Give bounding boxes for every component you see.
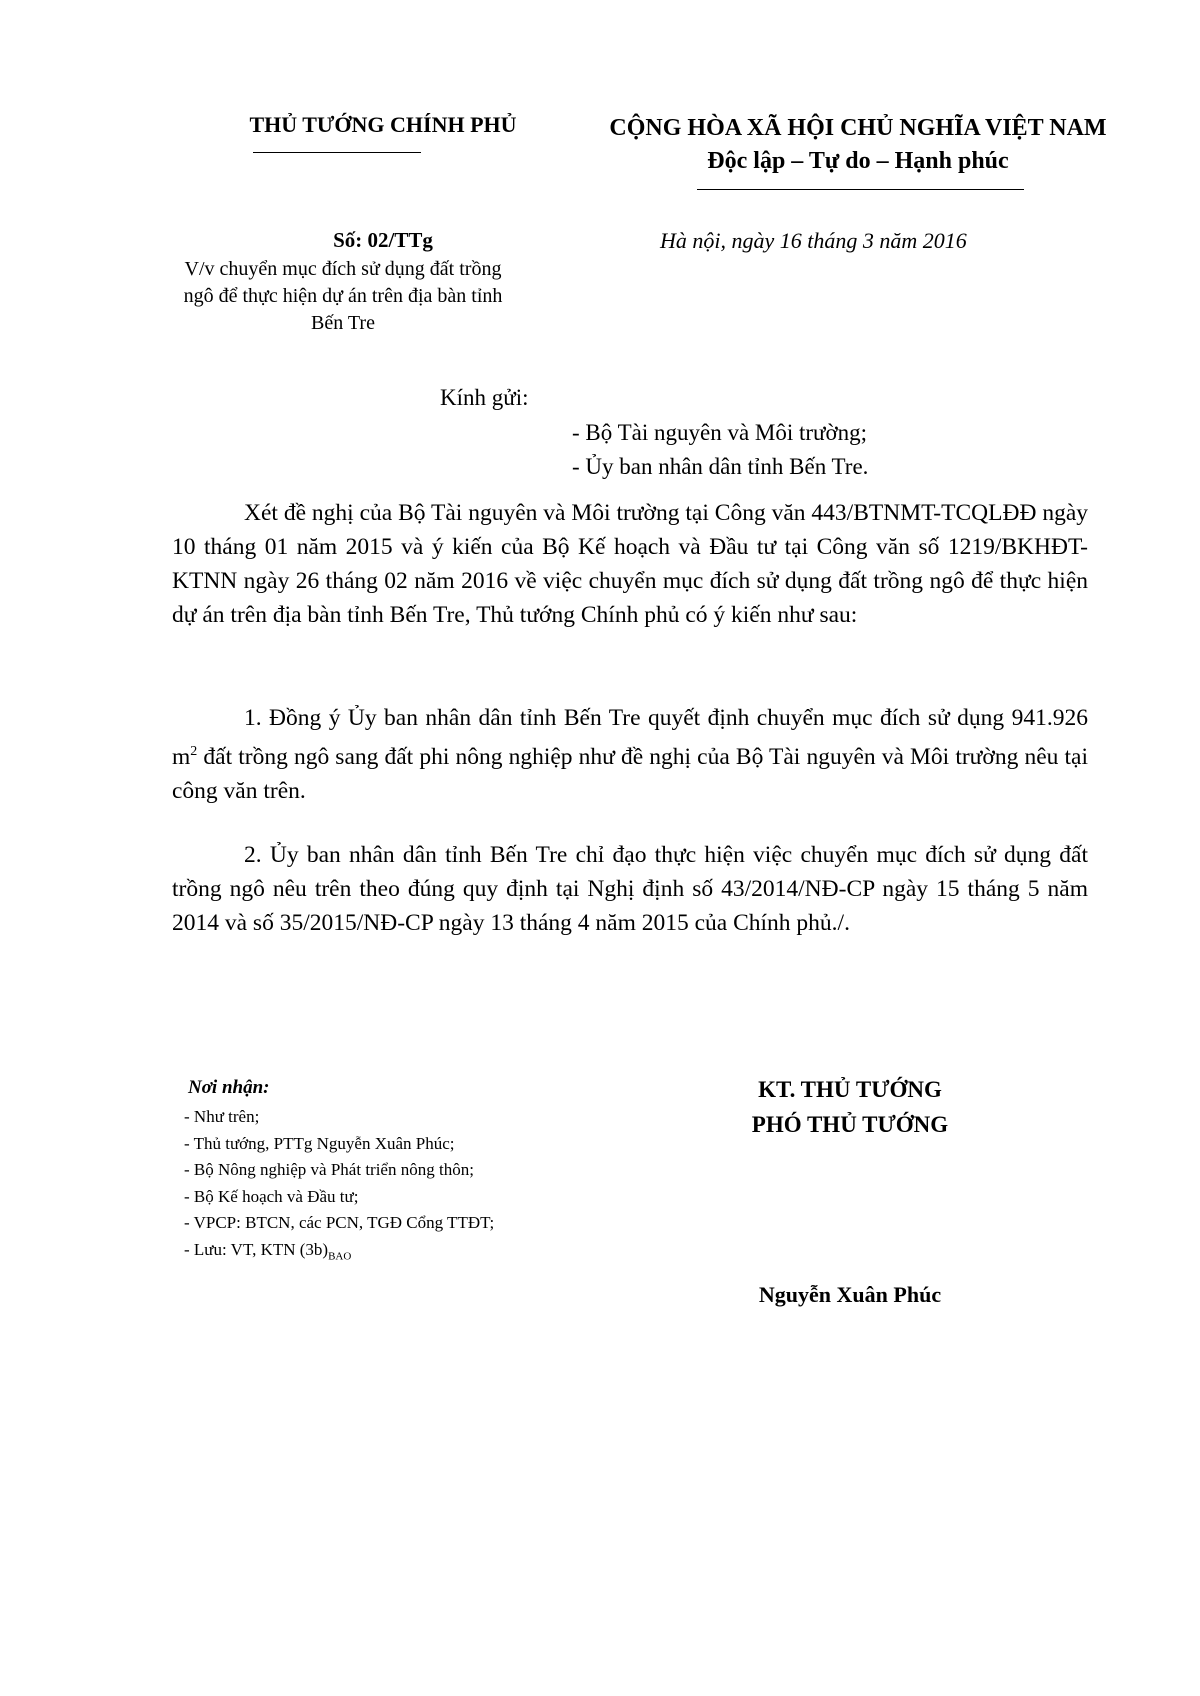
item1-text-continued: đất trồng ngô sang đất phi nông nghiệp như đề nghị của Bộ Tài nguyên và Môi trường nêu tại công văn trên. — [172, 743, 1088, 804]
archive-item: - Lưu: VT, KTN (3b) — [184, 1239, 329, 1259]
issuing-agency: THỦ TƯỚNG CHÍNH PHỦ — [249, 112, 517, 137]
distribution-item: - Thủ tướng, PTTg Nguyễn Xuân Phúc; — [184, 1133, 455, 1153]
document-number: Số: 02/TTg — [333, 228, 433, 252]
motto-underline — [697, 189, 1024, 190]
recipient-item: - Bộ Tài nguyên và Môi trường; — [572, 420, 868, 445]
distribution-list — [184, 1104, 494, 1269]
subject-line: V/v chuyển mục đích sử dụng đất trồng — [184, 258, 502, 280]
body-item-1 — [172, 701, 1088, 808]
distribution-item: - VPCP: BTCN, các PCN, TGĐ Cổng TTĐT; — [184, 1213, 495, 1232]
archive-initials: BAO — [328, 1249, 352, 1262]
intro-text: Xét đề nghị của Bộ Tài nguyên và Môi trường tại Công văn 443/BTNMT-TCQLĐĐ ngày 10 tháng 01 năm 2015 và ý kiến của Bộ Kế hoạch và Đầu tư tại Công văn số 1219/BKHĐT-KTNN ngày 26 tháng 02 năm 2016 về việc chuyển mục đích sử dụng đất trồng ngô để thực hiện dự án trên địa bàn tỉnh Bến Tre, Thủ tướng Chính phủ có ý kiến như sau: — [172, 500, 1088, 628]
country-name: CỘNG HÒA XÃ HỘI CHỦ NGHĨA VIỆT NAM — [609, 115, 1107, 141]
signature-block — [680, 1072, 1020, 1142]
document-subject — [138, 256, 548, 337]
signature-position: PHÓ THỦ TƯỚNG — [751, 1112, 949, 1137]
signature-title: KT. THỦ TƯỚNG — [758, 1077, 942, 1102]
distribution-item: - Như trên; — [184, 1107, 260, 1126]
agency-underline — [253, 152, 421, 153]
subject-line: Bến Tre — [311, 312, 375, 334]
date-line: Hà nội, ngày 16 tháng 3 năm 2016 — [660, 228, 967, 253]
body-intro — [172, 496, 1088, 632]
national-header — [578, 112, 1138, 178]
distribution-title: Nơi nhận: — [188, 1077, 270, 1098]
national-motto: Độc lập – Tự do – Hạnh phúc — [707, 148, 1009, 174]
area-unit-superscript: 2 — [190, 744, 198, 759]
signer-name: Nguyễn Xuân Phúc — [758, 1282, 942, 1307]
body-item-2 — [172, 838, 1088, 940]
subject-line: ngô để thực hiện dự án trên địa bàn tỉnh — [183, 285, 503, 307]
item1-text: 1. Đồng ý Ủy ban nhân dân tỉnh Bến Tre quyết định chuyển mục đích sử dụng 941.926 m — [172, 705, 1088, 770]
addressee-label: Kính gửi: — [440, 385, 529, 410]
distribution-item — [184, 1237, 494, 1270]
distribution-item: - Bộ Nông nghiệp và Phát triển nông thôn; — [184, 1160, 474, 1179]
recipient-item: - Ủy ban nhân dân tỉnh Bến Tre. — [572, 454, 869, 479]
item2-text: 2. Ủy ban nhân dân tỉnh Bến Tre chỉ đạo thực hiện việc chuyển mục đích sử dụng đất trồng ngô nêu trên theo đúng quy định tại Nghị định số 43/2014/NĐ-CP ngày 15 tháng 5 năm 2014 và số 35/2015/NĐ-CP ngày 13 tháng 4 năm 2015 của Chính phủ./. — [172, 842, 1088, 936]
distribution-item: - Bộ Kế hoạch và Đầu tư; — [184, 1186, 359, 1206]
